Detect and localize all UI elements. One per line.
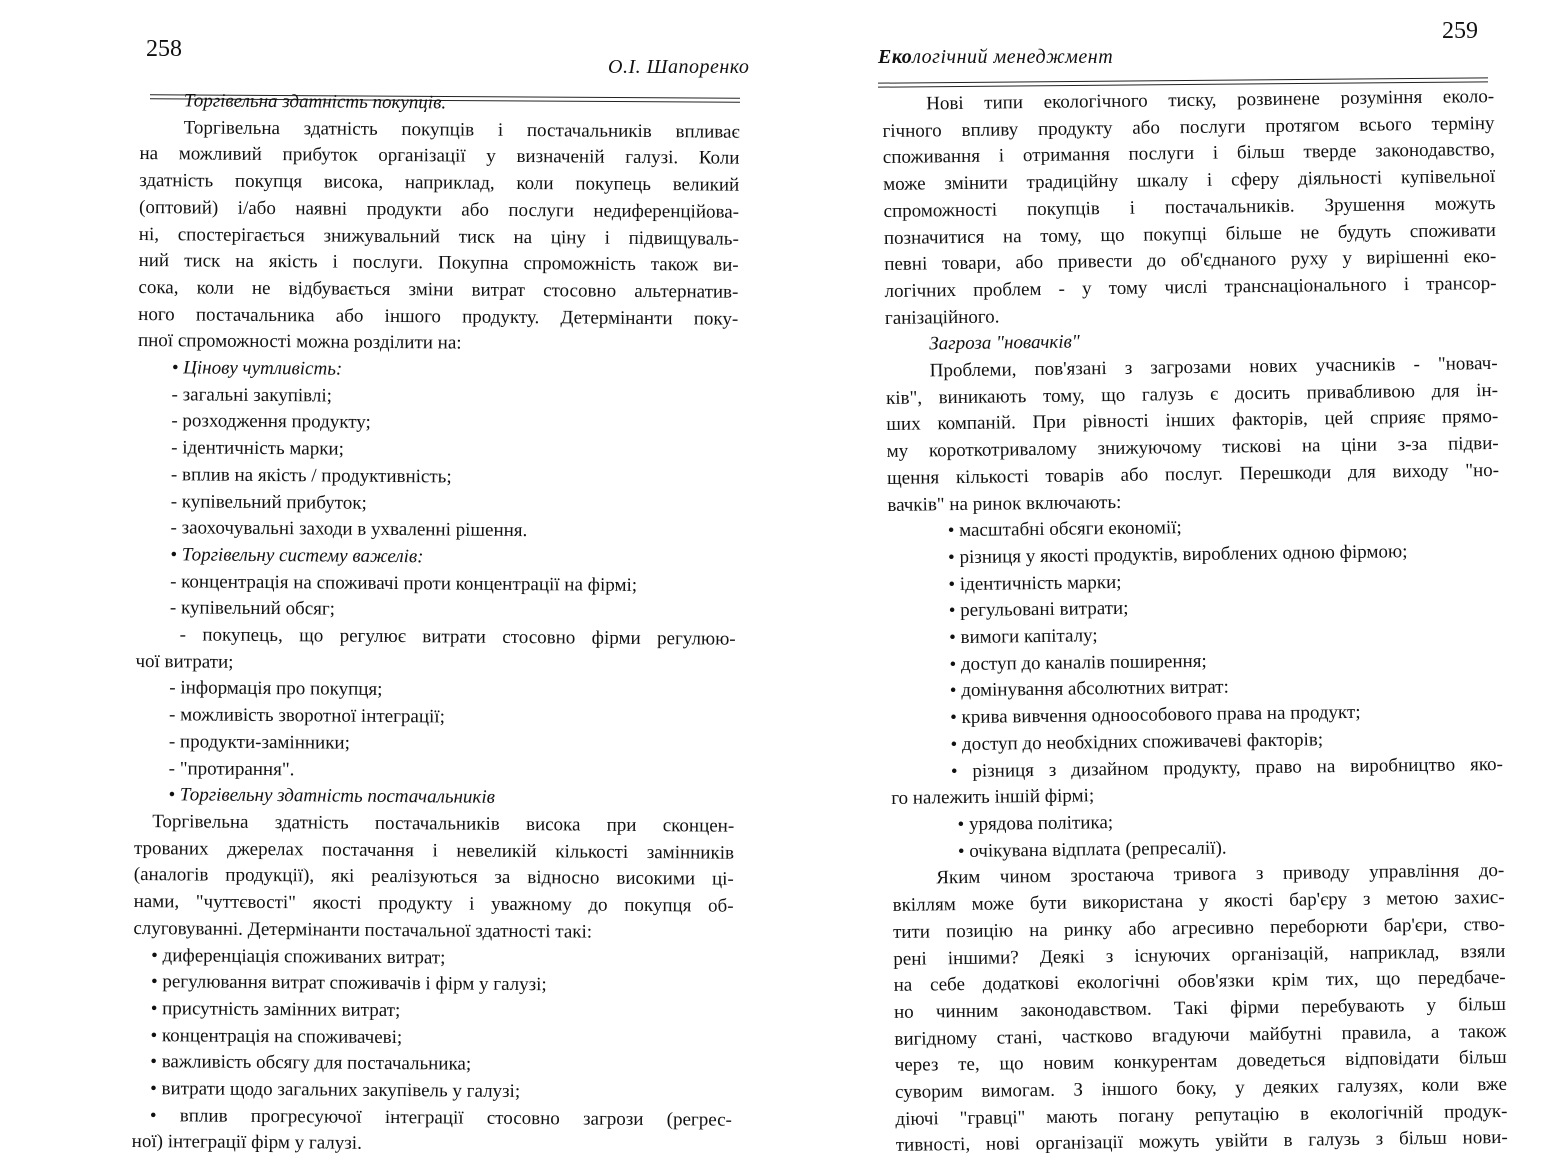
- running-head: [878, 46, 1113, 69]
- text-line: здатність покупця висока, наприклад, коли покупець великий: [139, 170, 740, 196]
- text-line: споживання і отримання послуги і більш тверде законодавство,: [882, 139, 1495, 169]
- text-line: тити позицію на ринку або агресивно переборюти бар'єри, ство-: [892, 913, 1506, 943]
- text-line: • доступ до необхідних споживачеві факторів;: [950, 729, 1324, 756]
- text-line: трованих джерелах постачання і невеликій кількості замінників: [133, 837, 735, 864]
- text-line: на можливий прибуток організації у визначеній галузі. Коли: [139, 143, 740, 170]
- text-line: ших компаній. При рівності інших факторів, цей сприяє прямо-: [886, 406, 1499, 436]
- text-line: - можливість зворотної інтеграції;: [168, 704, 445, 728]
- text-line: - "протирання".: [168, 757, 295, 780]
- text-line: - інформація про покупця;: [169, 677, 383, 701]
- text-line: • концентрація на споживачеві;: [150, 1024, 403, 1048]
- text-line: • масштабні обсяги економії;: [947, 517, 1182, 542]
- text-line: щення кількості товарів або послуг. Перешкоди для виходу "но-: [886, 459, 1500, 489]
- text-line: тивності, нові організації можуть увійти в галузь з більш нови-: [895, 1127, 1508, 1157]
- page-number: 259: [1442, 18, 1478, 44]
- running-head-rest: логічний менеджмент: [912, 46, 1114, 68]
- text-line: Торгівельна здатність постачальників висока при сконцен-: [152, 811, 735, 837]
- text-line: - ідентичність марки;: [171, 437, 345, 460]
- text-line: (оптовий) і/або наявні продукти або послуги недиференційова-: [138, 196, 740, 223]
- running-head: О.І. Шапоренко: [608, 56, 750, 78]
- text-line: ної) інтеграції фірм у галузі.: [131, 1131, 362, 1155]
- text-line: - розходження продукту;: [171, 410, 371, 434]
- text-line: Нові типи екологічного тиску, розвинене розуміння еколо-: [926, 85, 1495, 115]
- text-line: - купівельний прибуток;: [170, 490, 367, 514]
- text-line: ганізаційного.: [884, 306, 1000, 329]
- text-line: ків", виникають тому, що галузь є досить привабливою для ін-: [885, 379, 1499, 409]
- text-line: • Цінову чутливість:: [171, 357, 343, 380]
- text-line: Проблеми, пов'язані з загрозами нових учасників - "новач-: [929, 352, 1498, 382]
- text-line: (аналогів продукції), які реалізуються за відносно високими ці-: [133, 864, 734, 891]
- text-line: • різниця у якості продуктів, вироблених одною фірмою;: [947, 541, 1408, 569]
- text-line: вкіллям може бути використана у якості бар'єру з метою захис-: [892, 887, 1505, 917]
- text-line: вигідному стані, частково вгадуючи майбутні правила, а також: [894, 1020, 1507, 1050]
- text-line: • вимоги капіталу;: [949, 625, 1098, 649]
- left-page: [0, 0, 782, 1155]
- text-line: спроможності покупців і постачальників. Зрушення можуть: [883, 192, 1496, 222]
- text-line: пної спроможності можна розділити на:: [137, 330, 462, 354]
- text-line: - концентрація на споживачі проти концентрації на фірмі;: [170, 570, 638, 596]
- text-line: гічного впливу продукту або послуги протягом всього терміну: [882, 112, 1495, 142]
- text-line: • диференціація споживаних витрат;: [151, 944, 446, 968]
- text-line: му короткотривалому знижуючому тискові на ціни з-за підви-: [886, 433, 1499, 463]
- text-line: сока, коли не відбувається зміни витрат стосовно альтернатив-: [138, 276, 739, 303]
- text-line: чої витрати;: [135, 650, 234, 673]
- text-line: - вплив на якість / продуктивність;: [170, 464, 452, 488]
- text-line: • урядова політика;: [957, 812, 1114, 836]
- text-line: вачків" на ринок включають:: [887, 491, 1122, 516]
- text-line: ні, спостерігається знижувальний тиск на ціну і підвищуваль-: [138, 223, 739, 250]
- text-line: на себе додаткові екологічні обов'язки крім тих, що передбаче-: [893, 967, 1506, 997]
- text-line: но чинним законодавством. Такі фірми перебувають у більш: [893, 993, 1507, 1023]
- text-line: го належить іншій фірмі;: [891, 785, 1095, 810]
- text-line: рені іншими? Деякі з існуючих організацій, наприклад, взяли: [893, 940, 1506, 970]
- text-line: - продукти-замінники;: [168, 731, 351, 754]
- text-line: певні товари, або привести до об'єднаного руху у вирішенні еко-: [884, 246, 1497, 276]
- text-line: • присутність замінних витрат;: [150, 998, 401, 1021]
- text-line: - загальні закупівлі;: [171, 383, 333, 407]
- text-line: • важливість обсягу для постачальника;: [150, 1051, 472, 1075]
- text-line: суворим вимогам. З іншого боку, у деяких галузях, коли вже: [894, 1073, 1508, 1103]
- text-line: ний тиск на якість і послуги. Покупна спроможність також ви-: [138, 250, 739, 276]
- text-line: - покупець, що регулює витрати стосовно фірми регулюю-: [179, 624, 736, 650]
- text-line: нами, "чуттєвості" якості продукту і уважному до покупця об-: [133, 891, 734, 917]
- text-line: - купівельний обсяг;: [169, 597, 336, 620]
- text-line: • крива вивчення одноособового права на продукт;: [950, 701, 1361, 729]
- text-line: Яким чином зростаюча тривога з приводу управління до-: [936, 860, 1505, 889]
- text-line: логічних проблем - у тому числі транснаціонального і трансор-: [884, 272, 1497, 302]
- text-line: Загроза "новачків": [929, 331, 1080, 355]
- page-body: [882, 84, 1508, 1160]
- text-line: діючі "гравці" мають погану репутацію в екологічній продук-: [895, 1100, 1508, 1130]
- text-line: • очікувана відплата (репресалії).: [957, 837, 1227, 862]
- text-line: • регульовані витрати;: [948, 598, 1129, 622]
- right-page: [782, 0, 1564, 1157]
- page-number: 258: [146, 36, 182, 62]
- text-line: позначитися на тому, що покупці більше не будуть споживати: [883, 219, 1496, 249]
- text-line: • доступ до каналів поширення;: [949, 650, 1207, 675]
- text-line: • регулювання витрат споживачів і фірм у галузі;: [150, 971, 547, 996]
- running-head-bold: Еко: [878, 46, 913, 68]
- text-line: • Торгівельну здатність постачальників: [168, 784, 495, 809]
- text-line: • вплив прогресуючої інтеграції стосовно загрози (регрес-: [149, 1104, 732, 1131]
- text-line: може змінити традиційну шкалу і сферу діяльності купівельної: [883, 166, 1496, 196]
- text-line: слуговуванні. Детермінанти постачальної здатності такі:: [133, 917, 593, 943]
- text-line: Торгівельна здатність покупців і постачальників впливає: [183, 117, 740, 143]
- text-line: Торгівельна здатність покупців.: [183, 90, 447, 114]
- page-body: [132, 88, 740, 1161]
- text-line: • Торгівельну систему важелів:: [170, 544, 424, 568]
- text-line: • витрати щодо загальних закупівель у галузі;: [150, 1078, 521, 1103]
- text-line: ного постачальника або іншого продукту. Детермінанти поку-: [138, 303, 739, 330]
- text-line: • домінування абсолютних витрат:: [949, 676, 1229, 702]
- text-line: • ідентичність марки;: [948, 571, 1122, 595]
- text-line: • різниця з дизайном продукту, право на виробництво яко-: [950, 753, 1503, 782]
- text-line: через те, що новим конкурентам доведеться відповідати більш: [894, 1047, 1507, 1077]
- text-line: - заохочувальні заходи в ухваленні рішення.: [170, 517, 528, 542]
